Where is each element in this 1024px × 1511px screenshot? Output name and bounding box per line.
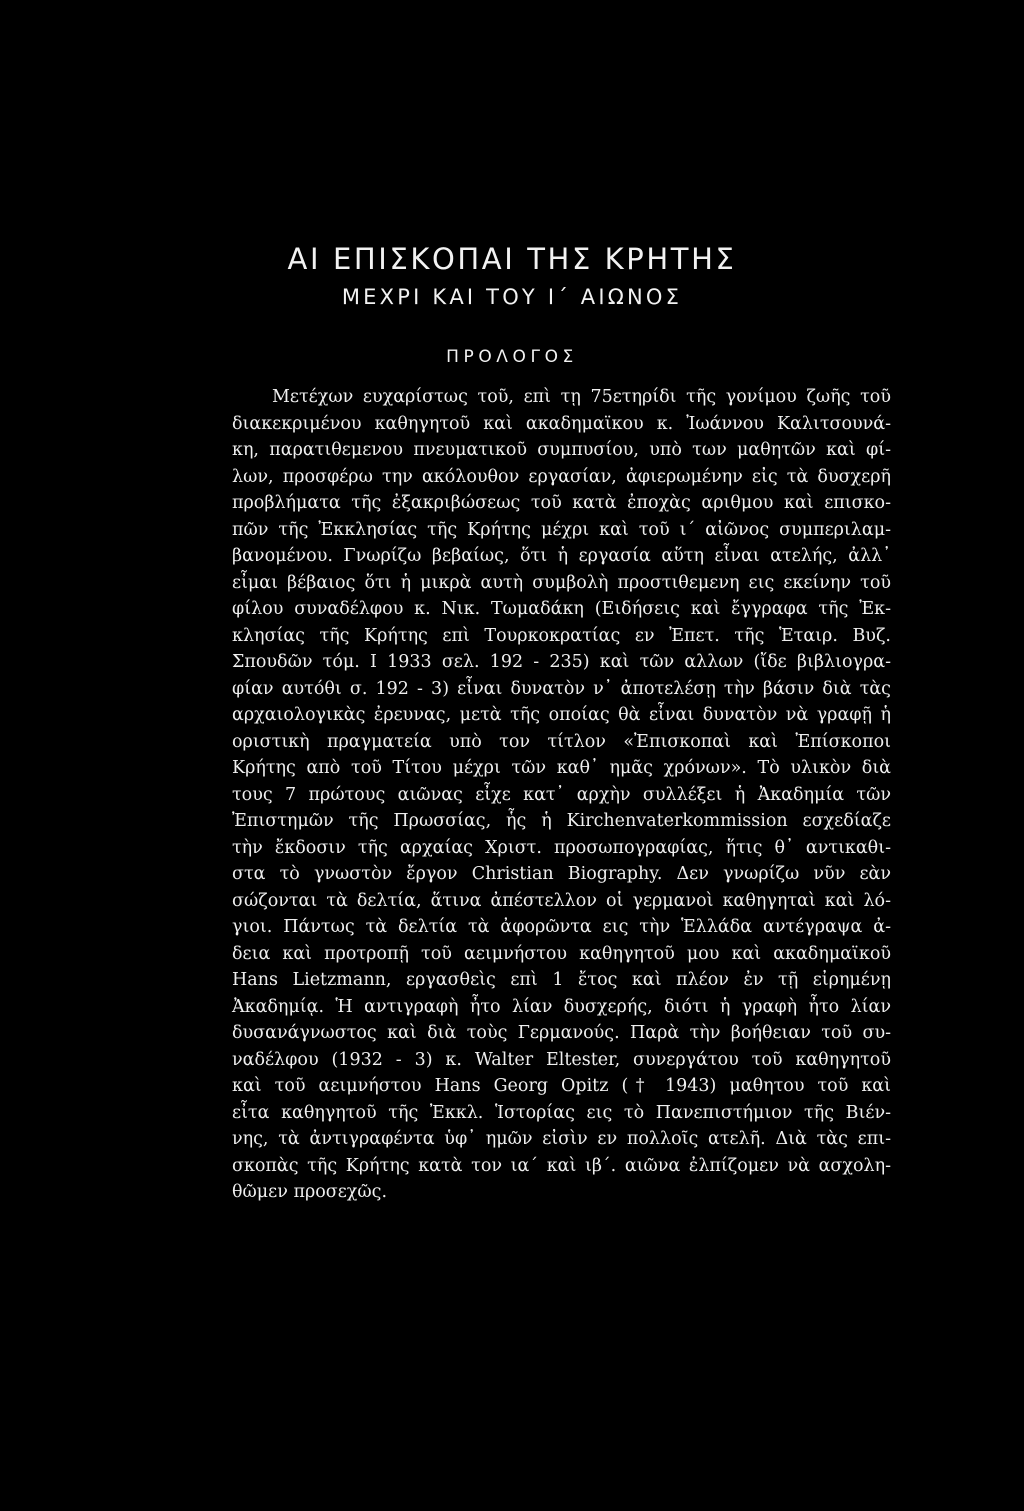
text-line: λων, προσφέρω την ακόλουθον εργασίαν, ἀφιερωμένην εἰς τὰ δυσχερῆ (232, 466, 891, 487)
document-title: ΑΙ ΕΠΙΣΚΟΠΑΙ ΤΗΣ ΚΡΗΤΗΣ (287, 242, 737, 276)
text-line: ναδέλφου (1932 - 3) κ. Walter Eltester, συνεργάτου τοῦ καθηγητοῦ (232, 1049, 891, 1070)
text-line: βανομένου. Γνωρίζω βεβαίως, ὅτι ἡ εργασία αὕτη εἶναι ατελής, ἀλλ᾽ (232, 546, 891, 566)
text-line: στα τὸ γνωστὸν ἔργον Christian Biography. Δεν γνωρίζω νῦν εὰν (232, 864, 891, 884)
text-line: Ἐπιστημῶν τῆς Πρωσσίας, ἧς ἡ Kirchenvaterkommission εσχεδίαζε (232, 811, 891, 831)
prologue-paragraph (232, 384, 891, 1206)
text-line: Μετέχων ευχαρίστως τοῦ, επὶ τῃ 75ετηρίδι τῆς γονίμου ζωῆς τοῦ (272, 387, 891, 407)
text-line: δυσανάγνωστος καὶ διὰ τοὺς Γερμανούς. Παρὰ τὴν βοήθειαν τοῦ συ- (232, 1023, 891, 1043)
text-line: Hans Lietzmann, εργασθεὶς επὶ 1 ἔτος καὶ πλέον ἐν τῇ εἰρημένῃ (232, 970, 891, 990)
text-line: Ἀκαδημίᾳ. Ἡ αντιγραφὴ ἦτο λίαν δυσχερής, διότι ἡ γραφὴ ἦτο λίαν (232, 996, 891, 1017)
text-line: εἶτα καθηγητοῦ τῆς Ἐκκλ. Ἱστορίας εις τὸ Πανεπιστήμιον τῆς Βιέν- (232, 1102, 891, 1123)
text-line: πῶν τῆς Ἐκκλησίας τῆς Κρήτης μέχρι καὶ τοῦ ι΄ αἰῶνος συμπεριλαμ- (232, 519, 891, 540)
text-line: γιοι. Πάντως τὰ δελτία τὰ ἀφορῶντα εις τὴν Ἑλλάδα αντέγραψα ἀ- (232, 917, 891, 937)
text-line: τὴν ἔκδοσιν τῆς αρχαίας Χριστ. προσωπογραφίας, ἥτις θ᾽ αντικαθι- (232, 837, 891, 858)
text-line: καὶ τοῦ αειμνήστου Hans Georg Opitz († 1943) μαθητου τοῦ καὶ (232, 1076, 891, 1096)
text-line: διακεκριμένου καθηγητοῦ καὶ ακαδημαϊκου κ. Ἰωάννου Καλιτσουνά- (232, 413, 891, 434)
text-line: νης, τὰ ἀντιγραφέντα ὑφ᾽ ημῶν εἰσὶν εν πολλοῖς ατελῆ. Διὰ τὰς επι- (232, 1129, 891, 1149)
section-heading: ΠΡΟΛΟΓΟΣ (446, 347, 578, 367)
text-line: φίαν αυτόθι σ. 192 - 3) εἶναι δυνατὸν ν᾽ ἀποτελέσῃ τὴν βάσιν διὰ τὰς (232, 678, 891, 699)
text-line: σώζονται τὰ δελτία, ἅτινα ἀπέστελλον οἱ γερμανοὶ καθηγηταὶ καὶ λό- (232, 890, 891, 911)
text-line: κη, παρατιθεμενου πνευματικοῦ συμπυσίου, υπὸ των μαθητῶν καὶ φί- (232, 440, 891, 460)
text-line: φίλου συναδέλφου κ. Νικ. Τωμαδάκη (Ειδήσεις καὶ ἔγγραφα τῆς Ἐκ- (232, 599, 891, 619)
text-line: εἶμαι βέβαιος ὅτι ἡ μικρὰ αυτὴ συμβολὴ προστιθεμενη εις εκείνην τοῦ (232, 572, 891, 593)
text-line: Κρήτης απὸ τοῦ Τίτου μέχρι τῶν καθ᾽ ημᾶς χρόνων». Τὸ υλικὸν διὰ (232, 758, 891, 778)
text-line: κλησίας τῆς Κρήτης επὶ Τουρκοκρατίας εν Ἐπετ. τῆς Ἑταιρ. Βυζ. (232, 625, 891, 646)
text-line: οριστικὴ πραγματεία υπὸ τον τίτλον «Ἐπισκοπαὶ καὶ Ἐπίσκοποι (232, 731, 891, 752)
text-line: δεια καὶ προτροπῇ τοῦ αειμνήστου καθηγητοῦ μου καὶ ακαδημαϊκοῦ (232, 943, 891, 964)
text-line: τους 7 πρώτους αιῶνας εἶχε κατ᾽ αρχὴν συλλέξει ἡ Ἀκαδημία τῶν (232, 784, 891, 805)
text-line: σκοπὰς τῆς Κρήτης κατὰ τον ια΄ καὶ ιβ΄. αιῶνα ἐλπίζομεν νὰ ασχολη- (232, 1155, 891, 1176)
text-line: Σπουδῶν τόμ. Ι 1933 σελ. 192 - 235) καὶ τῶν αλλων (ἴδε βιβλιογρα- (232, 652, 891, 672)
text-line: θῶμεν προσεχῶς. (232, 1182, 388, 1202)
text-line: αρχαιολογικὰς ἐρευνας, μετὰ τῆς οποίας θὰ εἶναι δυνατὸν νὰ γραφῇ ἡ (232, 705, 891, 725)
document-subtitle: ΜΕΧΡΙ ΚΑΙ ΤΟΥ Ι΄ ΑΙΩΝΟΣ (341, 285, 683, 309)
text-line: προβλήματα τῆς ἐξακριβώσεως τοῦ κατὰ ἐποχὰς αριθμου καὶ επισκο- (232, 493, 891, 513)
